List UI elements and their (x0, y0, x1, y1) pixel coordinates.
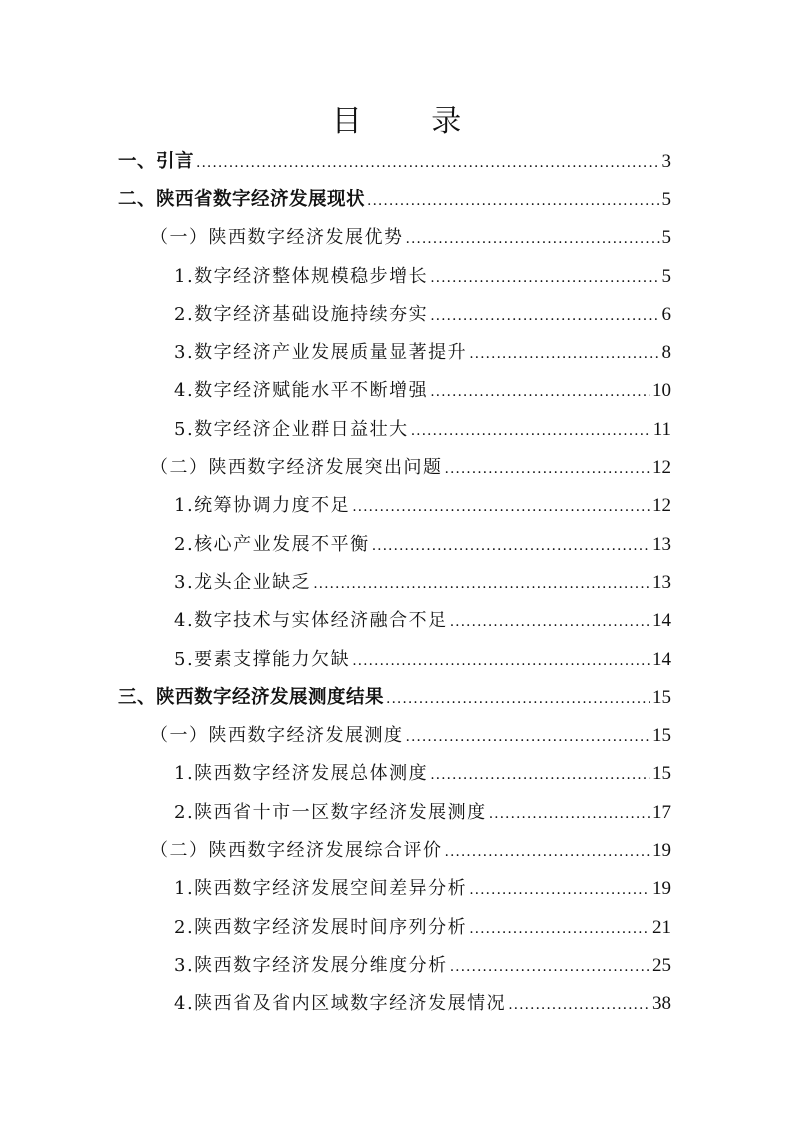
toc-entry-page: 6 (661, 304, 671, 325)
toc-leader-dots (352, 492, 650, 522)
toc-entry-label: 3.数字经济产业发展质量显著提升 (174, 342, 468, 363)
toc-entry-page: 12 (652, 495, 671, 516)
toc-entry-label: 3.陕西数字经济发展分维度分析 (174, 955, 448, 976)
toc-entry-page: 14 (652, 649, 671, 670)
toc-entry[interactable] (174, 645, 671, 675)
toc-leader-dots (430, 377, 650, 407)
toc-entry-label: 4.数字经济赋能水平不断增强 (174, 380, 429, 401)
toc-entry[interactable] (174, 568, 671, 598)
toc-entry-page: 5 (661, 266, 671, 287)
toc-leader-dots (469, 339, 659, 369)
toc-entry-label: 1.统筹协调力度不足 (174, 495, 351, 516)
toc-entry-page: 15 (652, 763, 671, 784)
toc-entry-label: 一、引言 (118, 151, 195, 172)
toc-leader-dots (445, 454, 651, 484)
toc-leader-dots (313, 569, 650, 599)
toc-entry-label: 1.陕西数字经济发展总体测度 (174, 763, 429, 784)
toc-entry[interactable] (150, 453, 671, 483)
toc-entry[interactable] (174, 262, 671, 292)
toc-entry-page: 38 (652, 993, 671, 1014)
toc-entry[interactable] (174, 415, 671, 445)
toc-entry-page: 15 (652, 725, 671, 746)
toc-leader-dots (445, 837, 651, 867)
toc-entry-label: 4.陕西省及省内区域数字经济发展情况 (174, 993, 507, 1014)
toc-leader-dots (469, 914, 650, 944)
toc-entry[interactable] (174, 530, 671, 560)
toc-entry-page: 10 (652, 380, 671, 401)
toc-leader-dots (406, 224, 660, 254)
toc-entry-label: 二、陕西省数字经济发展现状 (118, 189, 366, 210)
toc-entry-page: 5 (661, 189, 671, 210)
toc-entry-label: 三、陕西数字经济发展测度结果 (118, 687, 385, 708)
toc-entry[interactable] (174, 951, 671, 981)
toc-entry-label: 1.陕西数字经济发展空间差异分析 (174, 878, 468, 899)
toc-leader-dots (430, 263, 659, 293)
toc-entry-label: 5.数字经济企业群日益壮大 (174, 419, 409, 440)
toc-entry-page: 14 (652, 610, 671, 631)
toc-entry-page: 19 (652, 840, 671, 861)
toc-entry[interactable] (150, 836, 671, 866)
toc-leader-dots (489, 799, 650, 829)
toc-entry-label: 1.数字经济整体规模稳步增长 (174, 266, 429, 287)
toc-entry-label: 2.陕西数字经济发展时间序列分析 (174, 917, 468, 938)
toc-entry-label: 2.陕西省十市一区数字经济发展测度 (174, 802, 487, 823)
toc-entry-page: 13 (652, 572, 671, 593)
toc-entry[interactable] (174, 606, 671, 636)
toc-entry-page: 11 (652, 419, 671, 440)
toc-entry[interactable] (174, 989, 671, 1019)
toc-entry[interactable] (174, 798, 671, 828)
toc-leader-dots (430, 301, 659, 331)
toc-entry[interactable] (174, 913, 671, 943)
toc-entry[interactable] (174, 300, 671, 330)
toc-entry-page: 3 (661, 151, 671, 172)
toc-entry-page: 12 (652, 457, 671, 478)
toc-entry[interactable] (174, 759, 671, 789)
toc-leader-dots (367, 186, 659, 216)
toc-leader-dots (352, 646, 650, 676)
toc-leader-dots (386, 684, 650, 714)
toc-entry[interactable] (150, 721, 671, 751)
toc-entry[interactable] (118, 683, 671, 713)
toc-entry-label: 5.要素支撑能力欠缺 (174, 649, 351, 670)
toc-entry[interactable] (118, 185, 671, 215)
toc-leader-dots (450, 607, 650, 637)
toc-entry[interactable] (174, 491, 671, 521)
toc-entry-page: 21 (652, 917, 671, 938)
toc-entry-page: 17 (652, 802, 671, 823)
toc-entry-label: 3.龙头企业缺乏 (174, 572, 312, 593)
toc-entry[interactable] (174, 874, 671, 904)
toc-entry-page: 19 (652, 878, 671, 899)
toc-entry-page: 13 (652, 534, 671, 555)
page-title: 目 录 (331, 104, 492, 139)
toc-entry-label: （二）陕西数字经济发展突出问题 (150, 457, 443, 478)
toc-leader-dots (196, 148, 659, 178)
toc-entry-page: 25 (652, 955, 671, 976)
toc-leader-dots (372, 531, 650, 561)
toc-leader-dots (411, 416, 651, 446)
toc-entry-label: 2.核心产业发展不平衡 (174, 534, 370, 555)
toc-entry[interactable] (150, 223, 671, 253)
toc-entry[interactable] (118, 147, 671, 177)
toc-leader-dots (508, 990, 650, 1020)
toc-entry-label: （二）陕西数字经济发展综合评价 (150, 840, 443, 861)
toc-entry[interactable] (174, 376, 671, 406)
toc-entry-label: 2.数字经济基础设施持续夯实 (174, 304, 429, 325)
toc-entry-page: 15 (652, 687, 671, 708)
toc-entry-label: 4.数字技术与实体经济融合不足 (174, 610, 448, 631)
toc-entry[interactable] (174, 338, 671, 368)
toc-leader-dots (469, 875, 650, 905)
toc-entry-label: （一）陕西数字经济发展优势 (150, 227, 404, 248)
toc-leader-dots (430, 760, 650, 790)
toc-entry-page: 5 (661, 227, 671, 248)
toc-leader-dots (406, 722, 651, 752)
toc-entry-label: （一）陕西数字经济发展测度 (150, 725, 404, 746)
toc-entry-page: 8 (661, 342, 671, 363)
toc-leader-dots (450, 952, 650, 982)
